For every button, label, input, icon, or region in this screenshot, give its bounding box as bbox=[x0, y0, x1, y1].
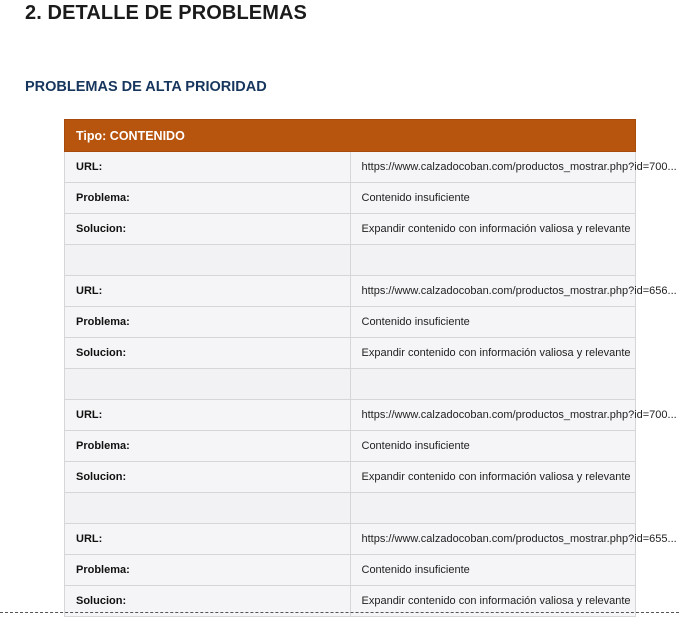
table-header-row bbox=[65, 120, 636, 152]
url-value: https://www.calzadocoban.com/productos_mostrar.php?id=656... bbox=[350, 276, 636, 307]
url-value: https://www.calzadocoban.com/productos_mostrar.php?id=655... bbox=[350, 524, 636, 555]
table-row-spacer bbox=[65, 493, 636, 524]
table-row-url bbox=[65, 400, 636, 431]
problems-table-wrapper bbox=[64, 119, 677, 617]
problem-label: Problema: bbox=[65, 183, 351, 214]
problems-table-body bbox=[65, 152, 677, 617]
solution-value: Expandir contenido con información valiosa y relevante bbox=[350, 214, 636, 245]
table-row-problem bbox=[65, 431, 636, 462]
solution-value: Expandir contenido con información valiosa y relevante bbox=[350, 462, 636, 493]
spacer-cell bbox=[65, 369, 351, 400]
solution-label: Solucion: bbox=[65, 462, 351, 493]
url-label: URL: bbox=[65, 400, 351, 431]
spacer-cell bbox=[350, 493, 636, 524]
table-row-solution bbox=[65, 462, 636, 493]
problem-label: Problema: bbox=[65, 307, 351, 338]
url-value: https://www.calzadocoban.com/productos_mostrar.php?id=700... bbox=[350, 152, 636, 183]
page-break-line bbox=[0, 612, 679, 613]
url-value: https://www.calzadocoban.com/productos_mostrar.php?id=700... bbox=[350, 400, 636, 431]
problem-value: Contenido insuficiente bbox=[350, 183, 636, 214]
table-row-url bbox=[65, 524, 636, 555]
table-row-url bbox=[65, 276, 636, 307]
table-row-problem bbox=[65, 555, 636, 586]
type-header: Tipo: CONTENIDO bbox=[65, 120, 636, 152]
problems-table bbox=[64, 119, 677, 617]
table-row-url bbox=[65, 152, 636, 183]
table-row-spacer bbox=[65, 369, 636, 400]
spacer-cell bbox=[65, 493, 351, 524]
table-row-solution bbox=[65, 214, 636, 245]
section-title: 2. DETALLE DE PROBLEMAS bbox=[25, 2, 307, 24]
url-label: URL: bbox=[65, 276, 351, 307]
table-row-problem bbox=[65, 307, 636, 338]
table-row-spacer bbox=[65, 245, 636, 276]
table-row-solution bbox=[65, 338, 636, 369]
table-row-problem bbox=[65, 183, 636, 214]
problem-label: Problema: bbox=[65, 431, 351, 462]
problem-value: Contenido insuficiente bbox=[350, 555, 636, 586]
problem-value: Contenido insuficiente bbox=[350, 431, 636, 462]
problem-label: Problema: bbox=[65, 555, 351, 586]
problem-value: Contenido insuficiente bbox=[350, 307, 636, 338]
solution-label: Solucion: bbox=[65, 214, 351, 245]
solution-label: Solucion: bbox=[65, 586, 351, 617]
url-label: URL: bbox=[65, 152, 351, 183]
solution-value: Expandir contenido con información valiosa y relevante bbox=[350, 338, 636, 369]
subsection-title: PROBLEMAS DE ALTA PRIORIDAD bbox=[25, 79, 267, 95]
solution-value: Expandir contenido con información valiosa y relevante bbox=[350, 586, 636, 617]
spacer-cell bbox=[350, 245, 636, 276]
solution-label: Solucion: bbox=[65, 338, 351, 369]
spacer-cell bbox=[65, 245, 351, 276]
spacer-cell bbox=[350, 369, 636, 400]
url-label: URL: bbox=[65, 524, 351, 555]
